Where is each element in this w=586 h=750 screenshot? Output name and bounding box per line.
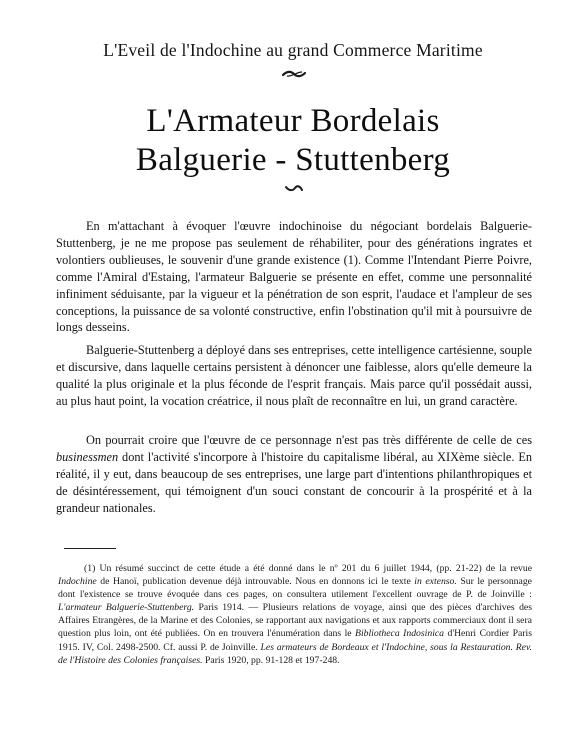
text-run: de Hanoï, publication devenue déjà introuvable. Nous en donnons ici le texte	[96, 576, 415, 588]
body-paragraph-3	[56, 432, 532, 517]
paragraph-text: En m'attachant à évoquer l'œuvre indochinoise du négociant bordelais Balguerie-Stuttenberg, je ne me propose pas seulement de réhabiliter, pour des générations ingrates et volontiers oublieuses, le souvenir d'une grande existence (1). Comme l'Intendant Pierre Poivre, comme l'Amiral d'Estaing, l'armateur Balguerie se présente en effet, comme une personnalité infiniment séduisante, par la vigueur et la pénétration de son esprit, l'audace et l'ampleur de ses conceptions, la puissance de sa volonté constructive, enfin l'obstination qu'il mit à poursuivre de longs desseins.	[56, 219, 532, 335]
italic-text-run: L'armateur Balguerie-Stuttenberg.	[58, 602, 195, 614]
italic-text-run: in extenso.	[414, 576, 457, 588]
text-run: d'Henri Cordier Paris 1915. IV, Col. 2498-2500. Cf. aussi P. de Joinville.	[58, 628, 532, 653]
footnote-divider	[64, 548, 116, 549]
italic-text-run: Indochine	[58, 576, 97, 588]
text-run: (1) Un résumé succinct de cette étude a été donné dans le nº 201 du 6 juillet 1944, (pp. 21-22) de la revue	[84, 563, 532, 574]
series-heading: L'Eveil de l'Indochine au grand Commerce Maritime	[103, 40, 483, 60]
paragraph-text: Balguerie-Stuttenberg a déployé dans ses entreprises, cette intelligence cartésienne, souple et discursive, dans laquelle certains persistent à dénoncer une faiblesse, alors qu'elle demeure la qualité la plus originale et la plus féconde de l'esprit français. Mais parce qu'il possédait aussi, au plus haut point, la vocation créatrice, il nous plaît de reconnaître en lui, un grand caractère.	[56, 343, 532, 408]
flourish-ornament-icon	[284, 184, 304, 193]
text-run: On pourrait croire que l'œuvre de ce personnage n'est pas très différente de celle de ces	[86, 433, 532, 447]
text-run: Paris 1920, pp. 91-128 et 197-248.	[202, 654, 340, 666]
italic-text-run: businessmen	[56, 449, 119, 464]
body-paragraph-1	[56, 218, 532, 336]
text-run: Paris 1914. — Plusieurs relations de voyage, ainsi que des pièces d'archives des Affaires Etrangères, de la Marine et des Colonies, se rapportant aux navigations et aux rapports commerciaux dont il sera question plus loin, ont été publiées. On en trouvera l'énumération dans le	[58, 602, 532, 640]
text-run: dont l'activité s'incorpore à l'histoire du capitalisme libéral, au XIXème siècle. En réalité, il y eut, dans beaucoup de ses entreprises, une large part d'intentions philanthropiques et de désintéressement, qui témoignent d'un souci constant de concourir à la prospérité et à la grandeur nationales.	[56, 449, 532, 515]
italic-text-run: Bibliotheca Indosinica	[355, 628, 445, 640]
italic-text-run: Les armateurs de Bordeaux et l'Indochine, sous la Restauration. Rev. de l'Histoire des Colonies françaises.	[58, 641, 532, 666]
article-title-line-1: L'Armateur Bordelais	[146, 103, 440, 139]
paragraph-text	[56, 432, 532, 517]
body-paragraph-2	[56, 342, 532, 410]
text-run: Sur le personnage dont l'existence se trouve évoquée dans ces pages, on consultera utilement l'excellent ouvrage de P. de Joinville :	[58, 576, 532, 601]
article-title-line-2: Balguerie - Stuttenberg	[135, 142, 451, 178]
footnote-text	[58, 562, 532, 667]
footnote	[58, 562, 532, 667]
flourish-ornament-icon	[281, 69, 307, 79]
